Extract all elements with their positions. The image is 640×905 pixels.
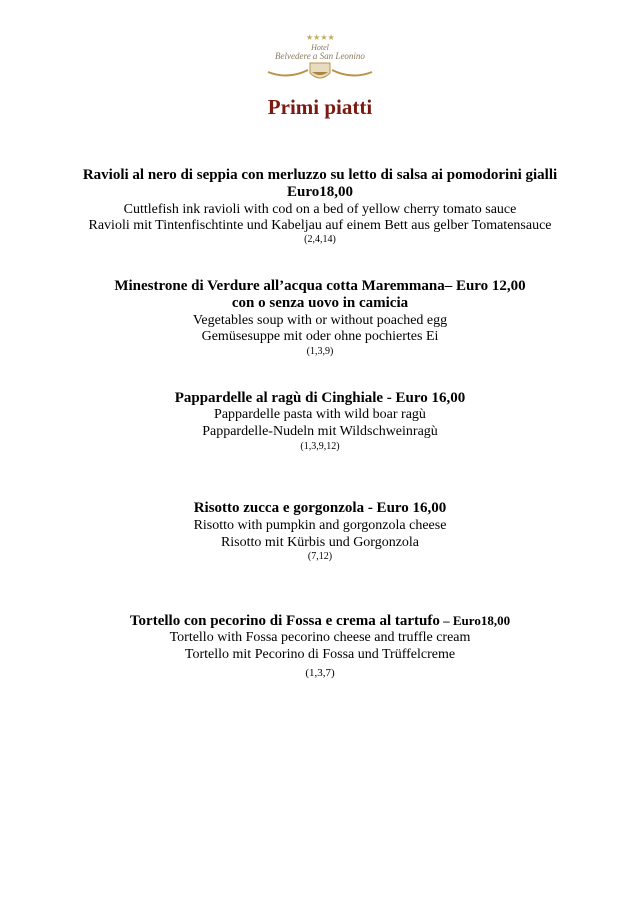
dish-name: Risotto zucca e gorgonzola - Euro 16,00 — [193, 500, 447, 516]
logo-text-hotel: Hotel — [311, 43, 329, 52]
dish-description-de: Tortello mit Pecorino di Fossa und Trüffelcreme — [184, 647, 456, 662]
svg-text:★★★★: ★★★★ — [306, 33, 335, 42]
hotel-logo-graphic — [258, 30, 382, 86]
dish-name: Ravioli al nero di seppia con merluzzo su letto di salsa ai pomodorini gialli — [82, 167, 558, 183]
dish-price: – Euro18,00 — [439, 613, 511, 628]
dish-description-de: Pappardelle-Nudeln mit Wildschweinragù — [202, 424, 438, 439]
dish-description-en: Tortello with Fossa pecorino cheese and truffle cream — [169, 630, 471, 645]
dish-allergens: (1,3,9) — [306, 346, 334, 357]
page-title: Primi piatti — [267, 95, 373, 119]
dish-name: Pappardelle al ragù di Cinghiale - Euro 16,00 — [174, 390, 466, 406]
dish-allergens: (1,3,7) — [305, 667, 335, 679]
dish-description-en: Vegetables soup with or without poached egg — [192, 313, 448, 328]
dish-description-de: Ravioli mit Tintenfischtinte und Kabeljau auf einem Bett aus gelber Tomatensauce — [88, 218, 552, 233]
dish-description-de: Risotto mit Kürbis und Gorgonzola — [220, 535, 420, 550]
dish-description-de: Gemüsesuppe mit oder ohne pochiertes Ei — [201, 329, 439, 344]
dish-name-row — [0, 612, 640, 630]
dish-name: Tortello con pecorino di Fossa e crema al tartufo — [129, 613, 440, 629]
dish-allergens: (2,4,14) — [304, 234, 336, 245]
hotel-logo — [258, 30, 382, 86]
dish-description-en: Pappardelle pasta with wild boar ragù — [214, 407, 426, 422]
dish-description-en: Risotto with pumpkin and gorgonzola cheese — [193, 518, 447, 533]
dish-description-en: Cuttlefish ink ravioli with cod on a bed of yellow cherry tomato sauce — [123, 202, 517, 217]
logo-text-name: Belvedere a San Leonino — [275, 51, 365, 61]
dish-price: Euro18,00 — [287, 184, 353, 200]
dish-allergens: (1,3,9,12) — [300, 441, 340, 452]
dish-name: Minestrone di Verdure all’acqua cotta Maremmana– Euro 12,00 — [114, 278, 526, 294]
dish-name-line2: con o senza uovo in camicia — [231, 295, 409, 311]
dish-allergens: (7,12) — [307, 551, 333, 562]
